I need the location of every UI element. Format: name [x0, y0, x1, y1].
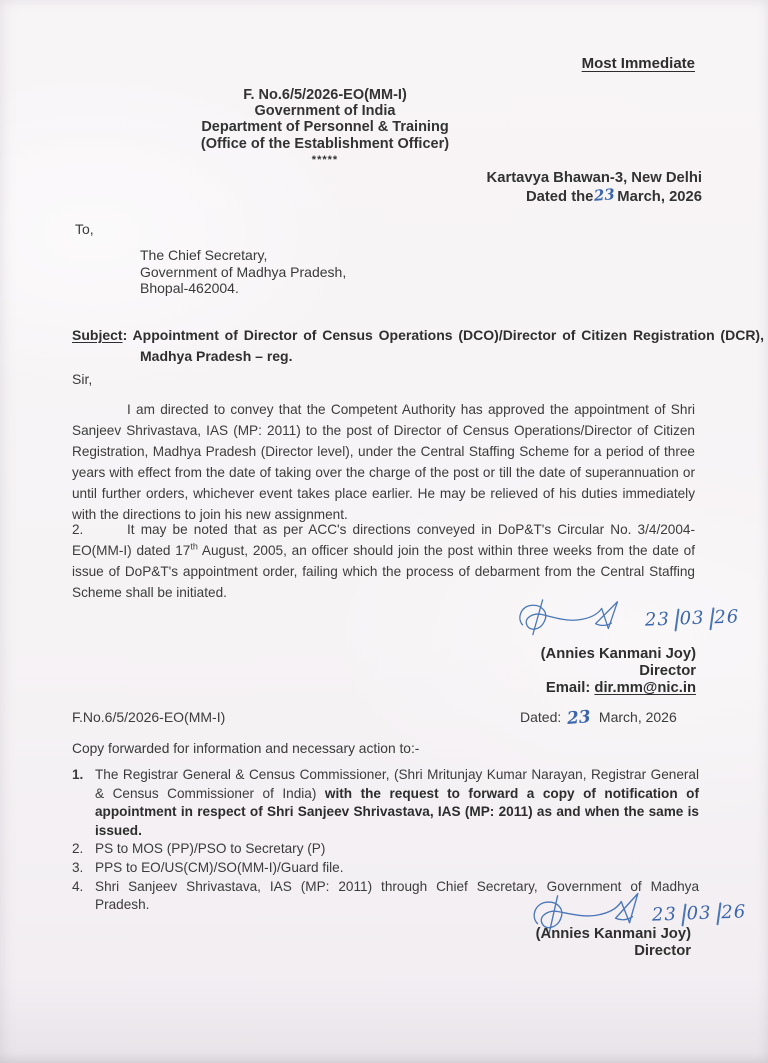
list-item [72, 840, 699, 859]
list-item-text [95, 859, 699, 878]
org-name: Government of India [254, 103, 396, 120]
date-line [487, 184, 702, 207]
list-item-number: 4. [72, 878, 84, 894]
letterhead [25, 87, 625, 166]
list-item-normal-text: The Registrar General & Census Commissioner, (Shri Mritunjay Kumar Narayan, Registrar General & Census Commissioner of India) [95, 767, 699, 801]
body-paragraph-2 [72, 519, 695, 603]
hw-year: 26 [713, 606, 740, 629]
hw-year: 26 [720, 901, 747, 924]
body-paragraph-1: I am directed to convey that the Competent Authority has approved the appointment of Shri Sanjeev Shrivastava, IAS (MP: 2011) to the post of Director of Census Operations/Director of Citizen Registration, Madhya Pradesh (Director level), under the Central Staffing Scheme for a period of three years with effect from the date of taking over the charge of the post or till the date of superannuation or until further orders, whichever event takes place earlier. He may be relieved of his duties immediately with the directions to join his new assignment. [72, 402, 695, 522]
signatory-designation: Director [634, 943, 691, 960]
paragraph-number: 2. [72, 522, 84, 537]
list-item-normal-text: PPS to EO/US(CM)/SO(MM-I)/Guard file. [95, 859, 344, 875]
reference-date [520, 707, 677, 727]
date-suffix: March, 2026 [617, 188, 702, 205]
signatory-email-line [541, 680, 696, 697]
paragraph-2-text-a: It may be noted that as per ACC's directions conveyed in DoP&T's Circular No. 3/4/2004-EO(MM-I) dated 17 [72, 522, 695, 558]
addressee-line: Government of Madhya Pradesh, [140, 263, 347, 280]
signatory-name: (Annies Kanmani Joy) [540, 646, 696, 662]
subject-text: Appointment of Director of Census Operations (DCO)/Director of Citizen Registration (DCR), Madhya Pradesh – reg. [132, 327, 764, 364]
date-rest: March, 2026 [598, 709, 677, 725]
subject-line [72, 325, 764, 367]
handwritten-day: 23 [593, 184, 616, 205]
signatory-designation: Director [639, 663, 696, 680]
list-item-number: 2. [72, 841, 84, 857]
priority-stamp: Most Immediate [581, 55, 695, 72]
dated-label: Dated: [520, 709, 562, 725]
hw-day: 23 [644, 608, 671, 631]
handwritten-day: 23 [566, 707, 592, 729]
list-item-text [95, 766, 699, 840]
reference-file-number: F.No.6/5/2026-EO(MM-I) [72, 709, 226, 725]
list-item-text [95, 840, 699, 859]
handwritten-signature-date [645, 606, 740, 632]
date-prefix: Dated the [525, 188, 594, 205]
addressee-block [140, 247, 346, 297]
office-name: (Office of the Establishment Officer) [200, 135, 450, 152]
list-item-normal-text: PS to MOS (PP)/PSO to Secretary (P) [95, 841, 326, 857]
hw-month: 03 [679, 607, 705, 630]
to-label: To, [75, 221, 94, 237]
list-item [72, 766, 699, 840]
addressee-line: The Chief Secretary, [140, 247, 268, 263]
email-label: Email: [545, 680, 595, 697]
list-item-number: 3. [72, 859, 84, 875]
department-name: Department of Personnel & Training [201, 119, 449, 136]
hw-day: 23 [651, 903, 678, 926]
date-separator-stroke [681, 904, 686, 927]
subject-label: Subject [72, 327, 123, 343]
list-item-number: 1. [72, 767, 84, 782]
ordinal-suffix: th [190, 541, 198, 552]
signature-scribble [514, 594, 654, 646]
file-number: F. No.6/5/2026-EO(MM-I) [243, 87, 407, 103]
place-date-block [487, 170, 702, 206]
salutation: Sir, [72, 371, 93, 387]
paragraph-2-text-b: August, 2005, an officer should join the post within three weeks from the date of issue of DoP&T's appointment order, failing which the process of debarment from the Central Staffing Scheme shall be initiated. [72, 543, 695, 600]
copy-forwarded-heading: Copy forwarded for information and necessary action to:- [72, 741, 420, 756]
place-line: Kartavya Bhawan-3, New Delhi [486, 170, 702, 186]
addressee-line: Bhopal-462004. [140, 280, 239, 296]
separator-stars: ***** [311, 153, 339, 166]
hw-month: 03 [686, 902, 712, 925]
handwritten-signature-date [652, 901, 747, 927]
list-item [72, 859, 699, 878]
list-item-normal-text: Shri Sanjeev Shrivastava, IAS (MP: 2011) through Chief Secretary, Government of Madhya Pradesh. [95, 878, 699, 913]
signatory-block [536, 926, 691, 960]
subject-colon: : [122, 327, 133, 343]
date-separator-stroke [674, 609, 679, 632]
signatory-block [541, 646, 696, 698]
list-item-bold-text: with the request to forward a copy of notification of appointment in respect of Shri Sanjeev Shrivastava, IAS (MP: 2011) as and when the same is issued. [95, 785, 700, 838]
signatory-name: (Annies Kanmani Joy) [535, 926, 691, 942]
email-address: dir.mm@nic.in [594, 680, 696, 697]
